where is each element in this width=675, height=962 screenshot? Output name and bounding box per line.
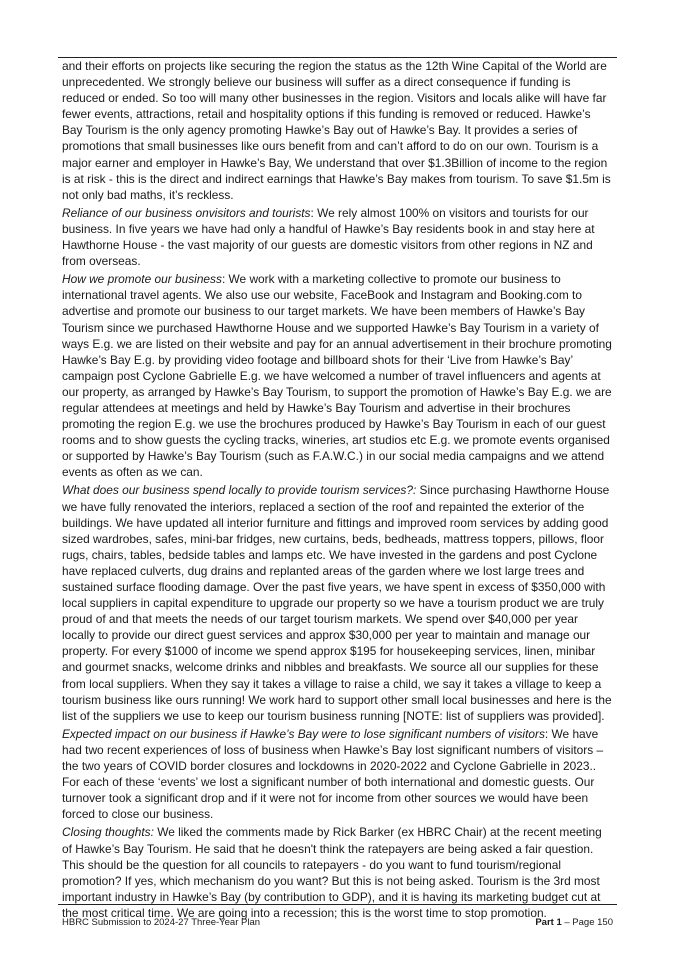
paragraph-heading: Expected impact on our business if Hawke’s Bay were to lose significant numbers of visitors bbox=[62, 726, 545, 741]
paragraph-funding-impact bbox=[62, 58, 614, 203]
page-footer bbox=[62, 917, 613, 928]
paragraph-text: : We rely almost 100% on visitors and tourists for our business. In five years we have had only a handful of Hawke’s Bay residents book in and stay here at Hawthorne House - the vast majority of our guests are domestic visitors from other regions in NZ and from overseas. bbox=[62, 205, 595, 269]
paragraph-heading: Closing thoughts: bbox=[62, 825, 154, 840]
paragraph-reliance bbox=[62, 205, 614, 269]
bottom-divider bbox=[58, 904, 617, 905]
paragraph-closing-thoughts bbox=[62, 824, 614, 921]
footer-page-info bbox=[535, 917, 613, 928]
paragraph-local-spend bbox=[62, 482, 614, 723]
paragraph-heading: How we promote our business bbox=[62, 272, 222, 287]
footer-part-label: Part 1 bbox=[535, 917, 562, 928]
paragraph-text: We liked the comments made by Rick Barker (ex HBRC Chair) at the recent meeting of Hawke’s Bay Tourism. He said that he doesn't think the ratepayers are being asked a fair question. This should be the question for all councils to ratepayers - do you want to fund tourism/regional promotion? If yes, which mechanism do you want? But this is not being asked. Tourism is the 3rd most important industry in Hawke’s Bay (by contribution to GDP), and it is having its marketing budget cut at the most critical time. We are going into a recession; this is the worst time to stop promotion. bbox=[62, 825, 602, 920]
paragraph-text: and their efforts on projects like securing the region the status as the 12th Wine Capital of the World are unprecedented. We strongly believe our business will suffer as a direct consequence if funding is reduced or ended. So too will many other businesses in the region. Visitors and locals alike will have far fewer events, attractions, retail and hospitality options if this funding is removed or reduced. Hawke’s Bay Tourism is the only agency promoting Hawke’s Bay out of Hawke’s Bay. It provides a series of promotions that small businesses like ours benefit from and can’t afford to do on our own. Tourism is a major earner and employer in Hawke’s Bay, We understand that over $1.3Billion of income to the region is at risk - this is the direct and indirect earnings that Hawke’s Bay makes from tourism. To save $1.5m is not only bad maths, it’s reckless. bbox=[62, 59, 611, 202]
footer-page-number: – Page 150 bbox=[561, 917, 613, 928]
paragraph-heading: What does our business spend locally to provide tourism services?: bbox=[62, 483, 417, 498]
paragraph-promotion bbox=[62, 271, 614, 480]
paragraph-heading: Reliance of our business onvisitors and tourists bbox=[62, 205, 311, 220]
paragraph-text: Since purchasing Hawthorne House we have fully renovated the interiors, replaced a section of the roof and repainted the exterior of the buildings. We have updated all interior furniture and fittings and improved room services by adding good sized wardrobes, safes, mini-bar fridges, new curtains, beds, bedheads, mattress toppers, pillows, floor rugs, chairs, tables, bedside tables and lamps etc. We have invested in the gardens and post Cyclone have replaced culverts, dug drains and replanted areas of the garden where we lost large trees and sustained surface flooding damage. Over the past five years, we have spent in excess of $350,000 with local suppliers in capital expenditure to upgrade our property so we have a tourism product we are truly proud of and that meets the needs of our target tourism markets. We spend over $40,000 per year locally to provide our direct guest services and approx $30,000 per year to maintain and manage our property. For every $1000 of income we spend approx $195 for housekeeping services, linen, minibar and gourmet snacks, welcome drinks and nibbles and breakfasts. We source all our supplies for these from local suppliers. When they say it takes a village to raise a child, we say it takes a village to keep a tourism business like ours running! We work hard to support other small local businesses and here is the list of the suppliers we use to keep our tourism business running [NOTE: list of suppliers was provided]. bbox=[62, 483, 612, 723]
paragraph-text: : We work with a marketing collective to promote our business to international travel agents. We also use our website, FaceBook and Instagram and Booking.com to advertise and promote our business to our target markets. We have been members of Hawke’s Bay Tourism since we purchased Hawthorne House and we supported Hawke’s Bay Tourism in a variety of ways E.g. we are listed on their website and pay for an annual advertisement in their brochure promoting Hawke’s Bay E.g. by providing video footage and billboard shots for their ‘Live from Hawke’s Bay’ campaign post Cyclone Gabrielle E.g. we have welcomed a number of travel influencers and agents at our property, as arranged by Hawke’s Bay Tourism, to support the promotion of Hawke’s Bay E.g. we are regular attendees at meetings and held by Hawke’s Bay Tourism and advertise in their brochures promoting the region E.g. we use the brochures produced by Hawke’s Bay Tourism in each of our guest rooms and to show guests the cycling tracks, wineries, art studios etc E.g. we promote events organised or supported by Hawke’s Bay Tourism (such as F.A.W.C.) in our social media campaigns and we attend events as often as we can. bbox=[62, 272, 612, 480]
submission-body bbox=[62, 58, 614, 923]
paragraph-expected-impact bbox=[62, 726, 614, 823]
footer-document-title: HBRC Submission to 2024-27 Three-Year Plan bbox=[62, 917, 261, 928]
paragraph-text: : We have had two recent experiences of loss of business when Hawke’s Bay lost significant numbers of visitors – the two years of COVID border closures and lockdowns in 2020-2022 and Cyclone Gabrielle in 2023.. For each of these ‘events’ we lost a significant number of both international and domestic guests. Our turnover took a significant drop and if it were not for income from other sources we would have been forced to close our business. bbox=[62, 726, 604, 822]
